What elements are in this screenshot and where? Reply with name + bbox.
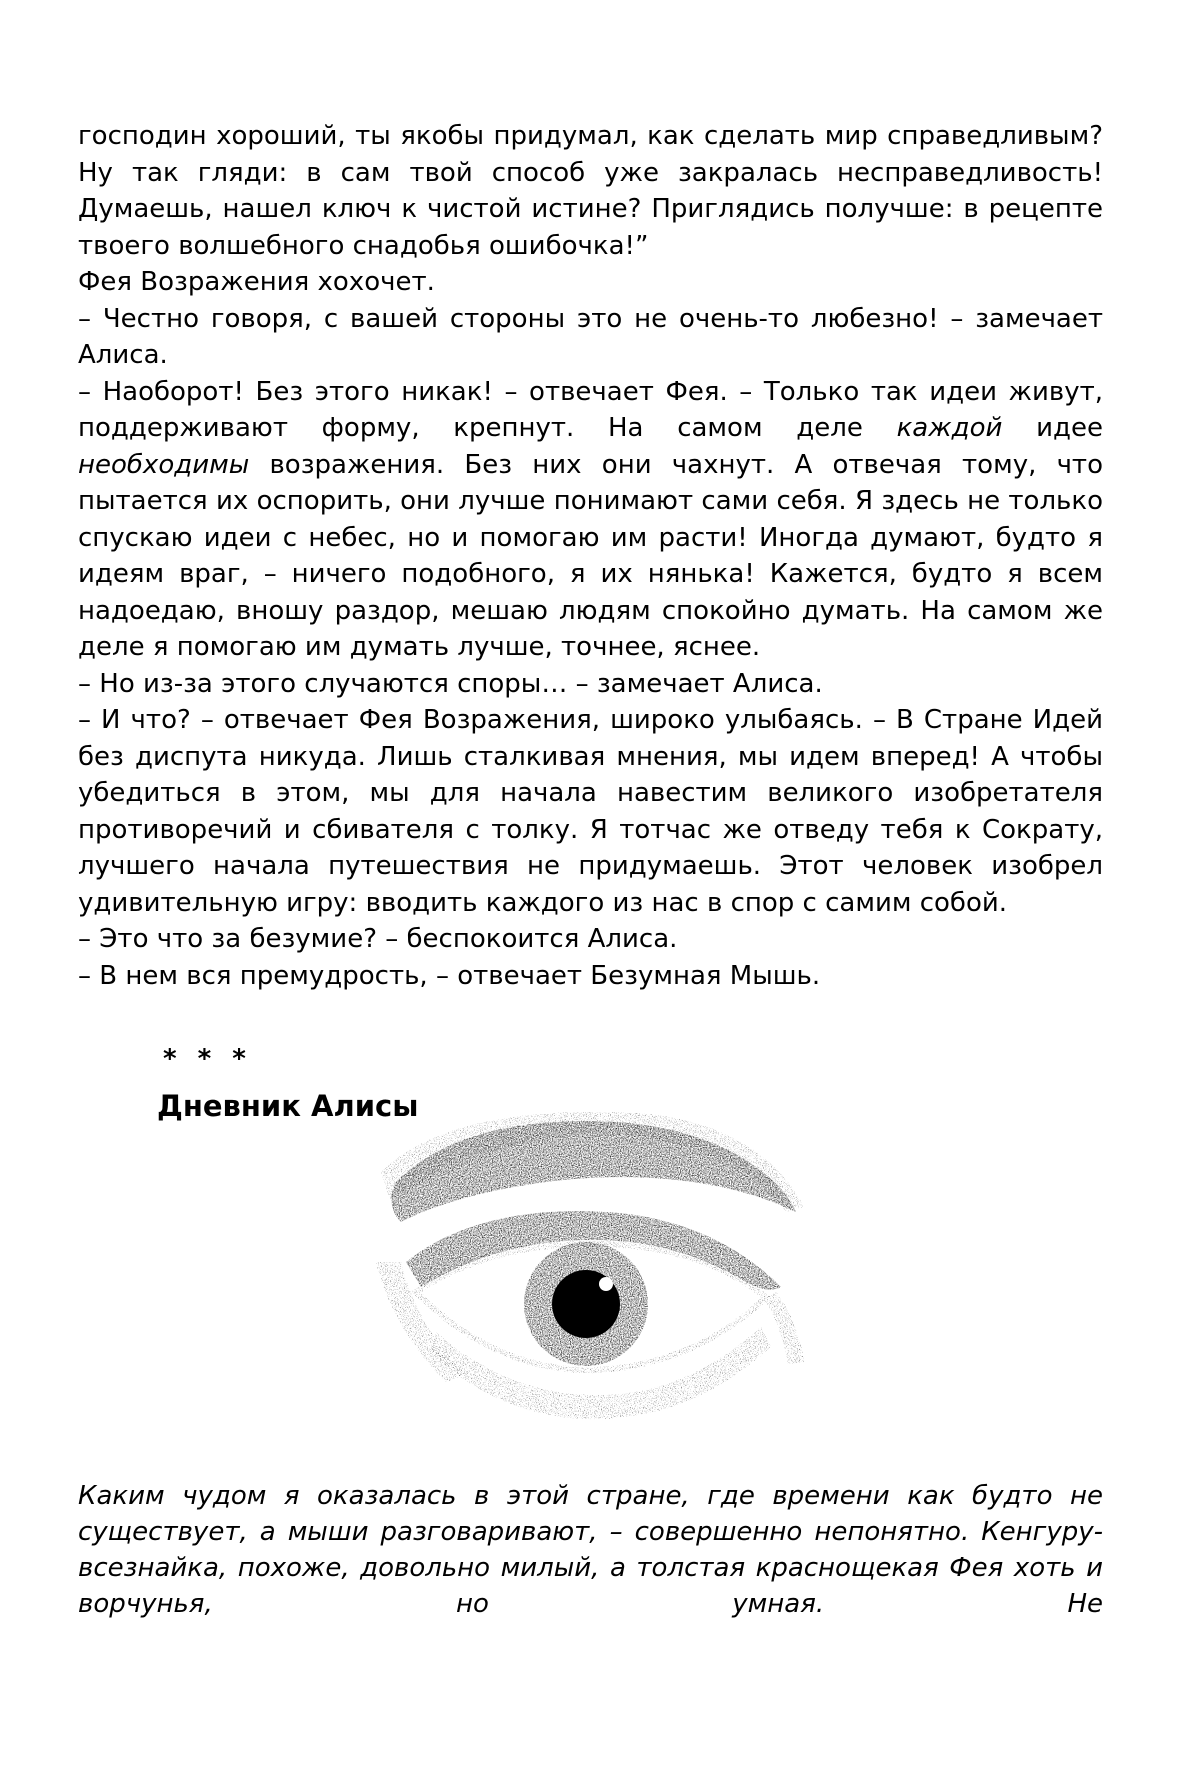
section-title: Дневник Алисы — [157, 1089, 419, 1123]
paragraph-1: господин хороший, ты якобы придумал, как сделать мир справедливым? Ну так гляди: в сам твой способ уже закралась несправедливость! Думаешь, нашел ключ к чистой истине? Приглядись получше: в рецепте твоего волшебного снадобья ошибочка!” — [78, 121, 1103, 261]
paragraph-4-part-b: идее — [1002, 413, 1103, 443]
paragraph-5: – Но из-за этого случаются споры… – замечает Алиса. — [78, 668, 823, 699]
paragraph-6: – И что? – отвечает Фея Возражения, широко улыбаясь. – В Стране Идей без диспута никуда. Лишь сталкивая мнения, мы идем вперед! А чтобы убедиться в этом, мы для начала навестим великого изобретателя противоречий и сбивателя с толку. Я тотчас же отведу тебя к Сократу, лучшего начала путешествия не придумаешь. Этот человек изобрел удивительную игру: вводить каждого из нас в спор с самим собой. — [78, 705, 1103, 918]
diary-text: Каким чудом я оказалась в этой стране, где времени как будто не существует, а мыши разговаривают, – совершенно непонятно. Кенгуру-всезнайка, похоже, довольно милый, а толстая краснощекая Фея хоть и ворчунья, но умная. Не — [78, 1481, 1103, 1619]
paragraph-7: – Это что за безумие? – беспокоится Алиса. — [78, 924, 678, 954]
emphasis-each: каждой — [896, 413, 1003, 443]
paragraph-4 — [78, 374, 1103, 666]
paragraph-3: – Честно говоря, с вашей стороны это не очень-то любезно! – замечает Алиса. — [78, 303, 1103, 370]
section-spacer — [78, 994, 1103, 1044]
paragraph-4-part-c: возражения. Без них они чахнут. А отвечая тому, что пытается их оспорить, они лучше понимают сами себя. Я здесь не только спускаю идеи с небес, но и помогаю им расти! Иногда думают, будто я идеям враг, – ничего подобного, я их нянька! Кажется, будто я всем надоедаю, вношу раздор, мешаю людям спокойно думать. На самом же деле я помогаю им думать лучше, точнее, яснее. — [78, 449, 1103, 662]
document-body — [78, 118, 1103, 1124]
eye-illustration-icon — [376, 1112, 806, 1432]
paragraph-8: – В нем вся премудрость, – отвечает Безумная Мышь. — [78, 960, 821, 991]
iris-highlight — [599, 1277, 613, 1291]
emphasis-necessary: необходимы — [78, 449, 250, 480]
paragraph-2: Фея Возражения хохочет. — [78, 267, 435, 297]
section-divider-stars: * * * — [163, 1044, 252, 1074]
paragraph-4-part-a: – Наоборот! Без этого никак! – отвечает Фея. – Только так идеи живут, поддерживают форму, крепнут. На самом деле — [78, 376, 1103, 443]
